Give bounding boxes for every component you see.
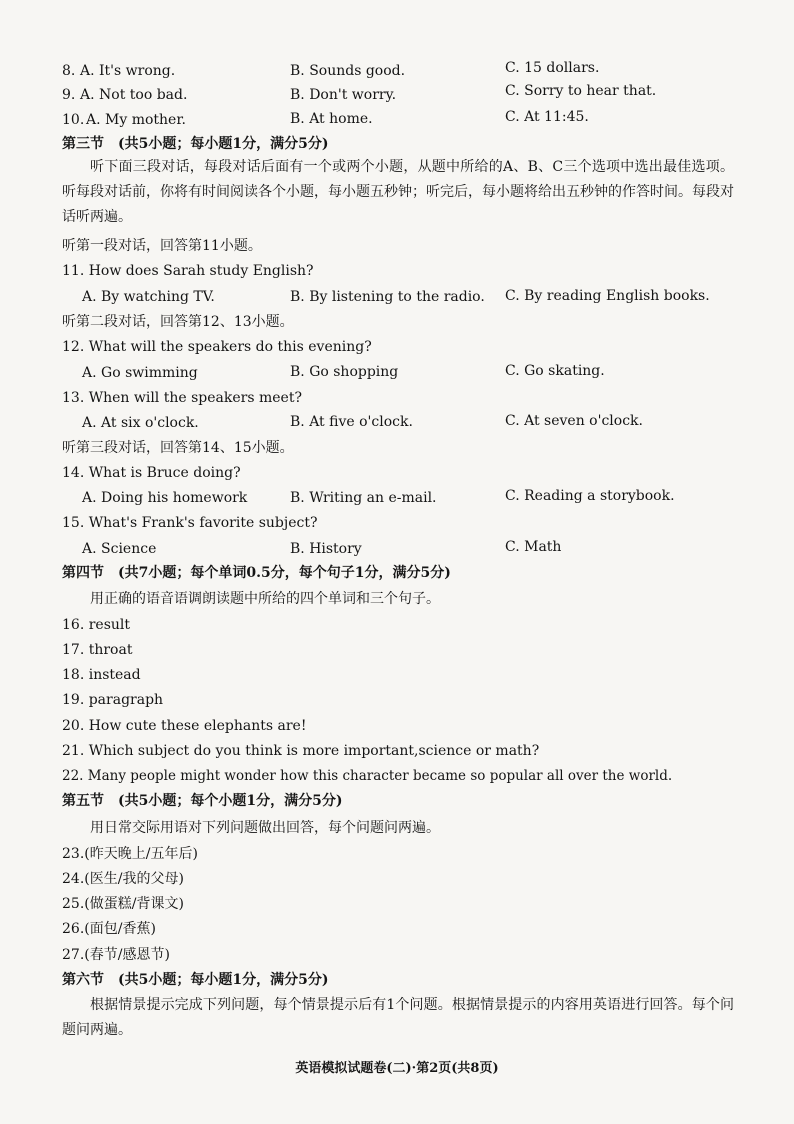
q14-option-b: B. Writing an e-mail.	[290, 490, 437, 506]
q8-number: 8.	[62, 63, 76, 79]
read-item-19: 19. paragraph	[62, 692, 164, 708]
q10-option-c: C. At 11:45.	[505, 109, 589, 125]
q15-option-a: A. Science	[82, 541, 157, 557]
q14-option-c: C. Reading a storybook.	[505, 488, 675, 504]
q15-option-c: C. Math	[505, 539, 562, 555]
q13-option-a: A. At six o'clock.	[82, 415, 199, 431]
answer-item-24: 24.(医生/我的父母)	[62, 871, 184, 887]
section3-title: 第三节 (共5小题；每小题1分，满分5分)	[62, 136, 329, 152]
answer-item-23: 23.(昨天晚上/五年后)	[62, 846, 198, 862]
answer-item-26: 26.(面包/香蕉)	[62, 921, 156, 937]
section5-title: 第五节 (共5小题；每个小题1分，满分5分)	[62, 793, 343, 809]
q15-option-b: B. History	[290, 541, 362, 557]
section3-instructions: 听下面三段对话，每段对话后面有一个或两个小题，从题中所给的A、B、C三个选项中选出最佳选项。听每段对话前，你将有时间阅读各个小题，每小题五秒钟；听完后，每小题将给出五秒钟的作答时间。每段对话听两遍。	[62, 159, 734, 225]
section5-instructions: 用日常交际用语对下列问题做出回答，每个问题问两遍。	[90, 820, 440, 836]
q12-option-b: B. Go shopping	[290, 364, 399, 380]
q9-option-c: C. Sorry to hear that.	[505, 83, 657, 99]
read-item-18: 18. instead	[62, 667, 141, 683]
q9-option-b: B. Don't worry.	[290, 87, 397, 103]
q12-question: 12. What will the speakers do this evening?	[62, 339, 372, 355]
dialog1-label: 听第一段对话，回答第11小题。	[62, 238, 262, 254]
q9-option-a: A. Not too bad.	[80, 87, 188, 103]
dialog2-label: 听第二段对话，回答第12、13小题。	[62, 314, 294, 330]
q12-option-a: A. Go swimming	[82, 365, 198, 381]
q11-option-c: C. By reading English books.	[505, 288, 710, 304]
read-item-22: 22. Many people might wonder how this character became so popular all over the world.	[62, 768, 673, 784]
section6-instructions: 根据情景提示完成下列问题，每个情景提示后有1个问题。根据情景提示的内容用英语进行回答。每个问题问两遍。	[62, 997, 734, 1038]
q8-option-c: C. 15 dollars.	[505, 60, 600, 76]
q10-option-a: A. My mother.	[86, 112, 186, 128]
q10-option-b: B. At home.	[290, 111, 373, 127]
q8-option-b: B. Sounds good.	[290, 63, 406, 79]
q13-option-c: C. At seven o'clock.	[505, 413, 643, 429]
section4-instructions: 用正确的语音语调朗读题中所给的四个单词和三个句子。	[90, 591, 440, 607]
q12-option-c: C. Go skating.	[505, 363, 605, 379]
q13-option-b: B. At five o'clock.	[290, 414, 413, 430]
q11-question: 11. How does Sarah study English?	[62, 263, 314, 279]
read-item-20: 20. How cute these elephants are!	[62, 718, 307, 734]
q15-question: 15. What's Frank's favorite subject?	[62, 515, 318, 531]
page-footer: 英语模拟试题卷(二)·第2页(共8页)	[295, 1061, 499, 1076]
q9-number: 9.	[62, 87, 76, 103]
q14-option-a: A. Doing his homework	[82, 490, 248, 506]
read-item-16: 16. result	[62, 617, 130, 633]
q8-option-a: A. It's wrong.	[80, 63, 176, 79]
q13-question: 13. When will the speakers meet?	[62, 390, 302, 406]
read-item-17: 17. throat	[62, 642, 133, 658]
section4-title: 第四节 (共7小题；每个单词0.5分，每个句子1分，满分5分)	[62, 565, 451, 581]
section6-title: 第六节 (共5小题；每小题1分，满分5分)	[62, 972, 329, 988]
q10-number: 10.	[62, 112, 85, 128]
read-item-21: 21. Which subject do you think is more important,science or math?	[62, 743, 540, 759]
answer-item-25: 25.(做蛋糕/背课文)	[62, 896, 184, 912]
q14-question: 14. What is Bruce doing?	[62, 465, 241, 481]
q11-option-a: A. By watching TV.	[82, 289, 215, 305]
q11-option-b: B. By listening to the radio.	[290, 289, 485, 305]
answer-item-27: 27.(春节/感恩节)	[62, 947, 170, 963]
dialog3-label: 听第三段对话，回答第14、15小题。	[62, 440, 294, 456]
